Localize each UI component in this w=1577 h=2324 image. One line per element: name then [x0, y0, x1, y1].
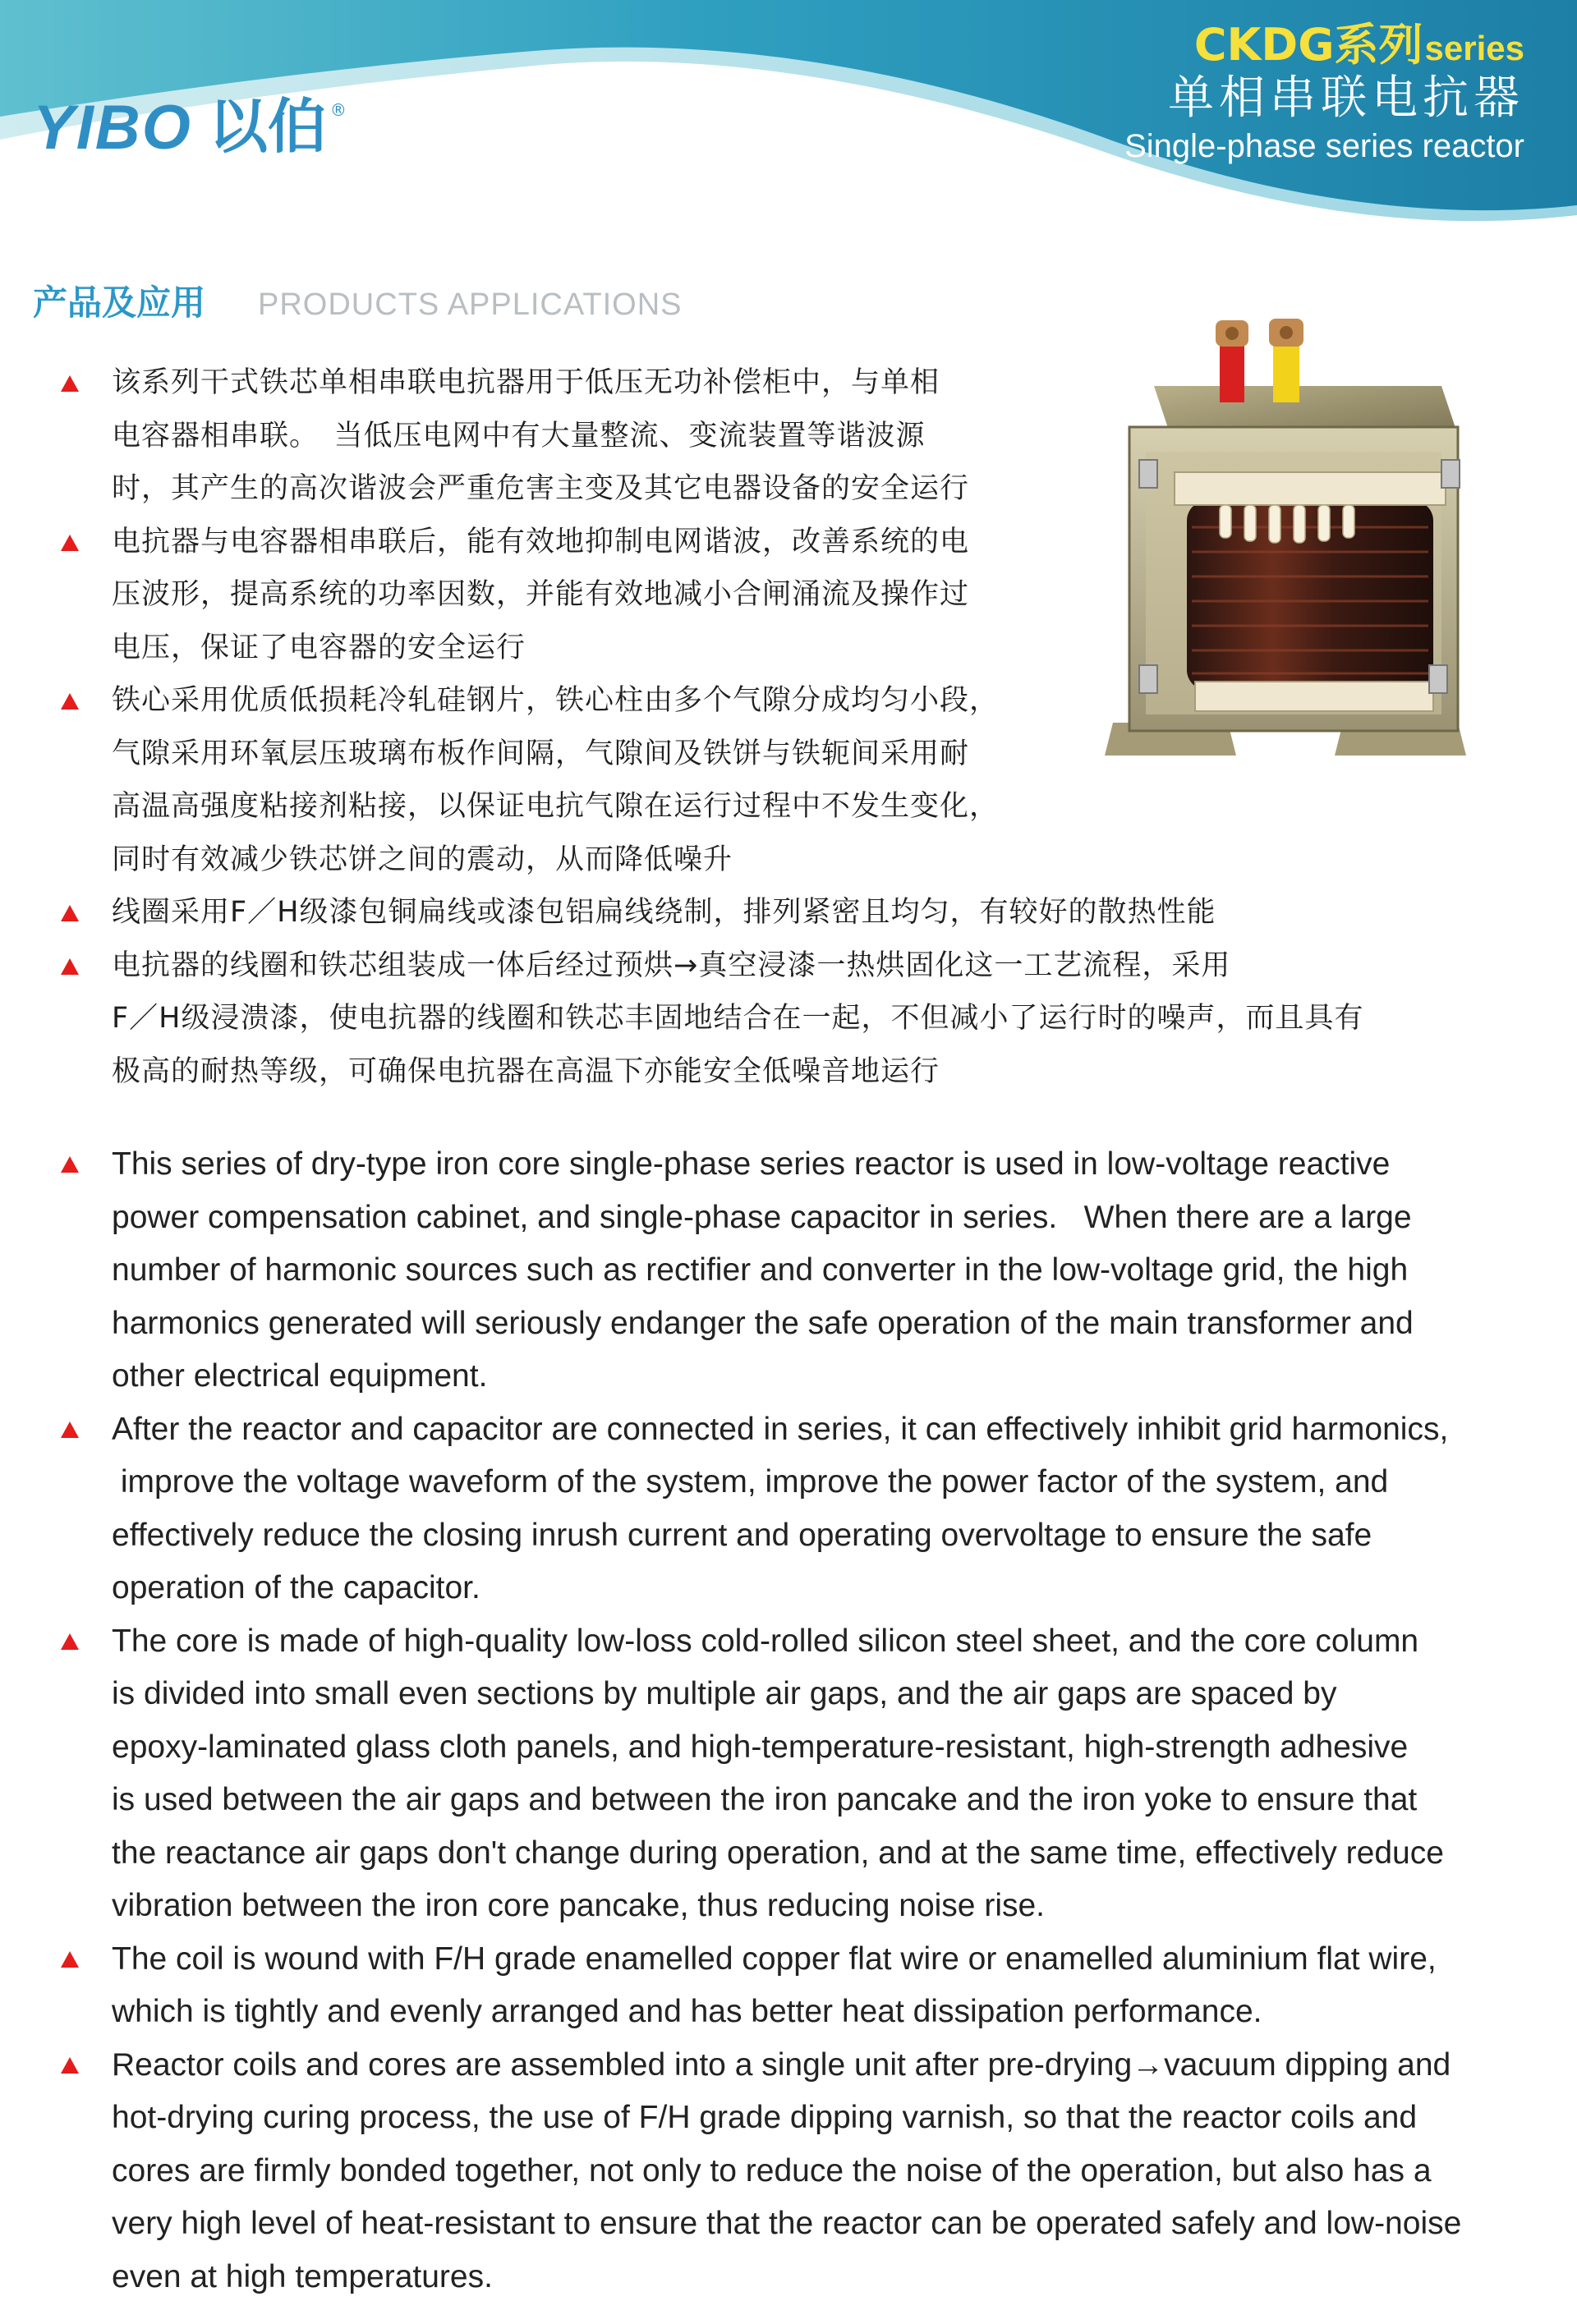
- logo-wordmark: YIBO: [33, 93, 192, 163]
- list-item-text: This series of dry-type iron core single-phase series reactor is used in low-voltage reactive power compensation cabinet, and single-phase capacitor in series. When there are a large number of harmonic sources such as rectifier and converter in the low-voltage grid, the high harmonics generated will seriously endanger the safe operation of the main transformer and other electrical equipment.: [112, 1146, 1414, 1394]
- list-item: [57, 939, 1503, 1099]
- list-item: [57, 516, 1503, 675]
- bullet-triangle-icon: [61, 1951, 79, 1968]
- list-item: [57, 356, 1503, 516]
- bullet-triangle-icon: [61, 1421, 79, 1438]
- list-item-text: Reactor coils and cores are assembled into a single unit after pre-drying→vacuum dipping and hot-drying curing process, the use of F/H grade dipping varnish, so that the reactor coils and cores are firmly bonded together, not only to reduce the noise of the operation, but also has a very high level of heat-resistant to ensure that the reactor can be operated safely and low-noise even at high temperatures.: [112, 2046, 1462, 2294]
- list-item-text: 电抗器的线圈和铁芯组装成一体后经过预烘→真空浸漆一热烘固化这一工艺流程，采用 F／H级浸溃漆，使电抗器的线圈和铁芯丰固地结合在一起，不但减小了运行时的噪声，而且具有 极高的耐热等级，可确保电抗器在高温下亦能安全低噪音地运行: [112, 948, 1364, 1088]
- list-item: [57, 886, 1503, 939]
- bullet-triangle-icon: [61, 2057, 79, 2074]
- section-heading: [33, 276, 683, 325]
- list-item-text: 该系列干式铁芯单相串联电抗器用于低压无功补偿柜中，与单相 电容器相串联。 当低压电网中有大量整流、变流装置等谐波源 时，其产生的高次谐波会严重危害主变及其它电器设备的安全运行: [112, 366, 970, 505]
- list-item-text: After the reactor and capacitor are connected in series, it can effectively inhibit grid harmonics, improve the voltage waveform of the system, improve the power factor of the system, and effectively reduce the closing inrush current and operating overvoltage to ensure the safe operation of the capacitor.: [112, 1411, 1449, 1605]
- page-header: [0, 0, 1577, 246]
- series-code: CKDG系列: [1193, 19, 1423, 71]
- series-word: series: [1424, 29, 1524, 67]
- list-item: [57, 1615, 1552, 1933]
- list-item: [57, 2039, 1552, 2304]
- list-item-text: 铁心采用优质低损耗冷轧硅钢片，铁心柱由多个气隙分成均匀小段， 气隙采用环氧层压玻璃布板作间隔，气隙间及铁饼与铁轭间采用耐 高温高强度粘接剂粘接，以保证电抗气隙在运行过程中不发生变化， 同时有效减少铁芯饼之间的震动，从而降低噪升: [112, 684, 1000, 876]
- series-code-line: [1124, 19, 1524, 71]
- brand-logo: [33, 92, 347, 179]
- list-item-text: 线圈采用F／H级漆包铜扁线或漆包铝扁线绕制，排列紧密且均匀，有较好的散热性能: [112, 896, 1216, 929]
- section-title-en: PRODUCTS APPLICATIONS: [258, 287, 683, 322]
- list-item: [57, 674, 1503, 886]
- bullet-triangle-icon: [61, 535, 79, 551]
- product-title-cn: 单相串联电抗器: [1168, 71, 1524, 125]
- series-title-block: [1124, 19, 1524, 164]
- logo-chinese-mark: 以伯: [208, 92, 327, 161]
- list-item-text: 电抗器与电容器相串联后，能有效地抑制电网谐波，改善系统的电 压波形，提高系统的功率因数，并能有效地减小合闸涌流及操作过 电压，保证了电容器的安全运行: [112, 525, 970, 664]
- bullet-triangle-icon: [61, 958, 79, 975]
- features-list-cn: [57, 356, 1503, 1098]
- list-item: [57, 1138, 1552, 1403]
- bullet-triangle-icon: [61, 1156, 79, 1173]
- registered-mark: ®: [329, 100, 347, 120]
- list-item-text: The coil is wound with F/H grade enamelled copper flat wire or enamelled aluminium flat wire, which is tightly and evenly arranged and has better heat dissipation performance.: [112, 1940, 1437, 2029]
- list-item-text: The core is made of high-quality low-loss cold-rolled silicon steel sheet, and the core column is divided into small even sections by multiple air gaps, and the air gaps are spaced by epoxy-laminated glass cloth panels, and high-temperature-resistant, high-strength adhesive is used between the air gaps and between the iron pancake and the iron yoke to ensure that the reactance air gaps don't change during operation, and at the same time, effectively reduce vibration between the iron core pancake, thus reducing noise rise.: [112, 1623, 1444, 1923]
- list-item: [57, 1933, 1552, 2039]
- product-title-en: Single-phase series reactor: [1124, 128, 1524, 164]
- list-item: [57, 1403, 1552, 1615]
- bullet-triangle-icon: [61, 375, 79, 392]
- bullet-triangle-icon: [61, 693, 79, 710]
- section-title-cn: 产品及应用: [33, 282, 206, 323]
- features-list-en: [57, 1138, 1552, 2303]
- bullet-triangle-icon: [61, 905, 79, 921]
- bullet-triangle-icon: [61, 1633, 79, 1650]
